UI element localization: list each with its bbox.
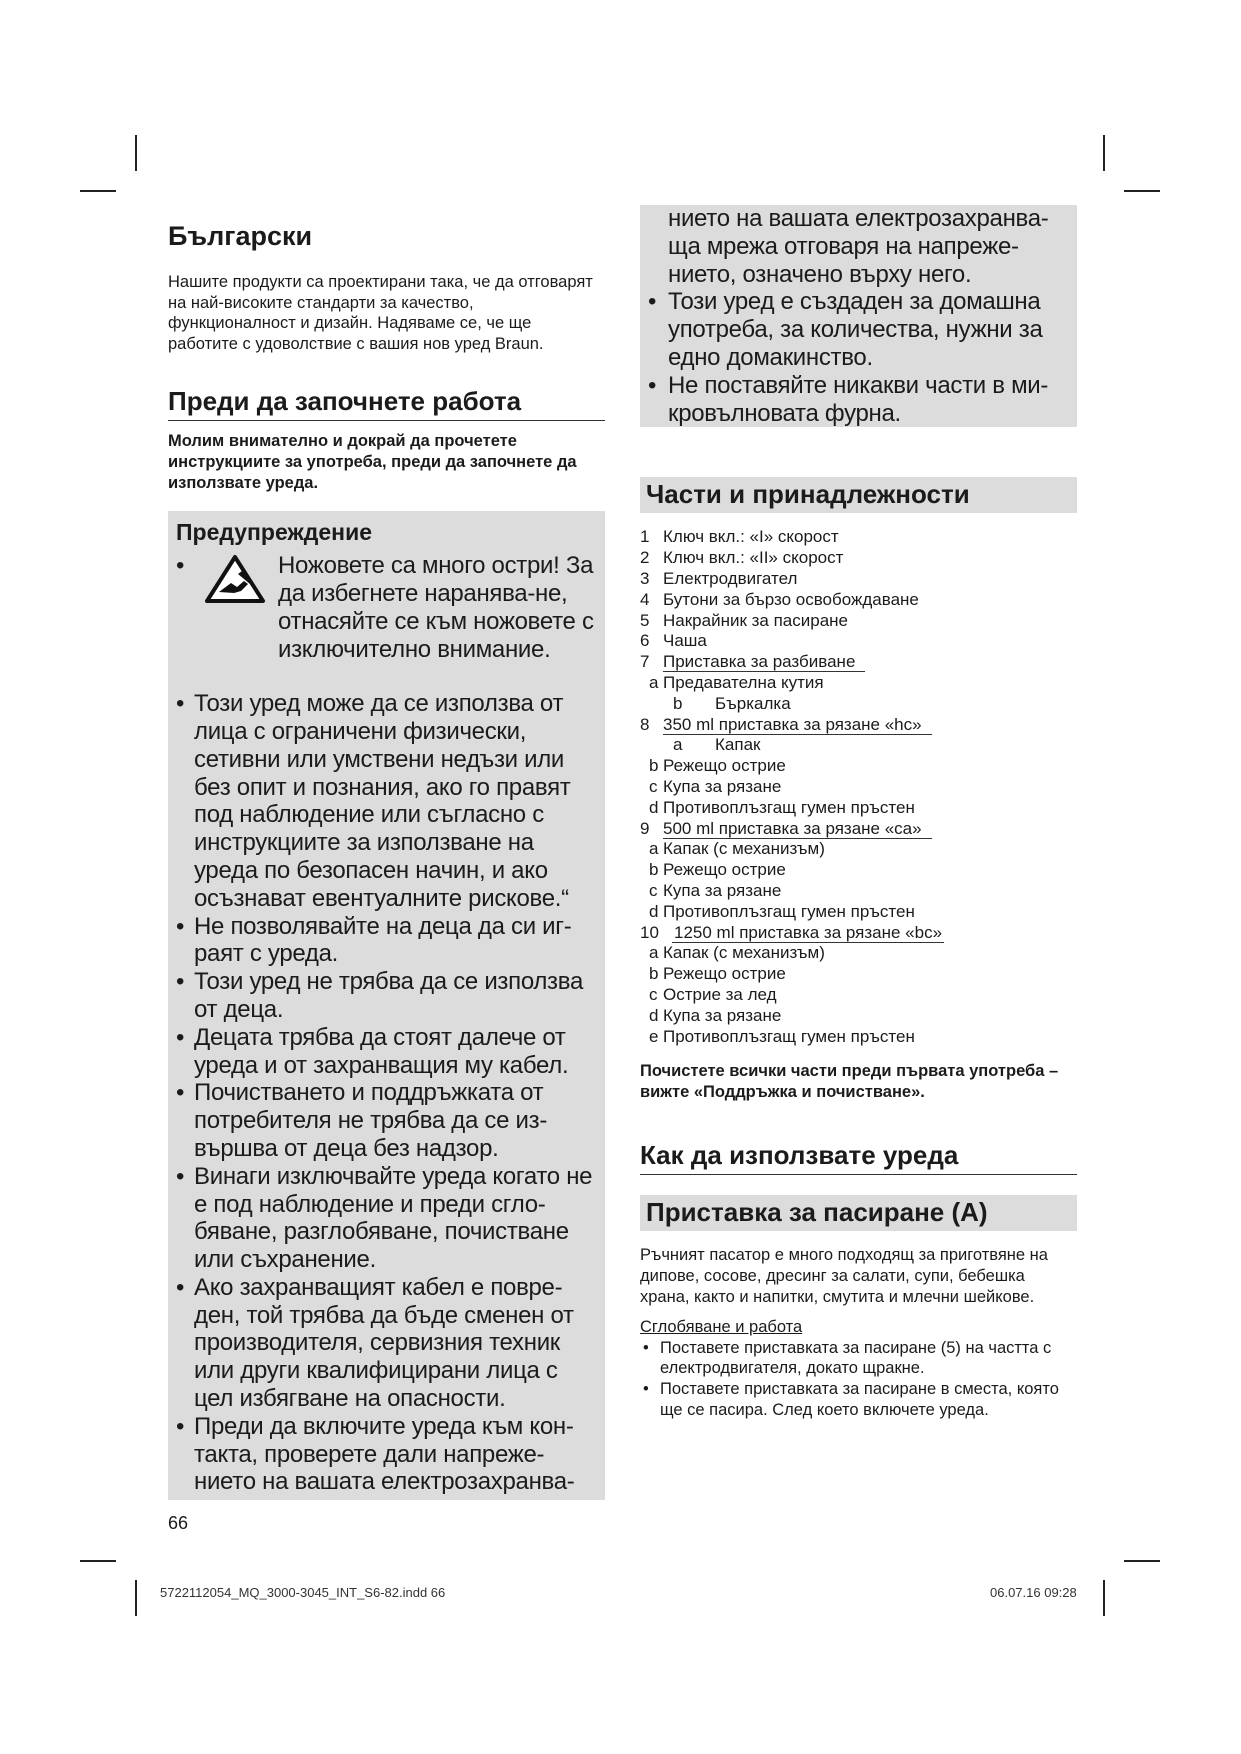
- assembly-step: • Поставете приставката за пасиране в сместа, която ще се пасира. След което включете уреда.: [640, 1379, 1077, 1420]
- parts-note: Почистете всички части преди първата употреба – вижте «Поддръжка и почистване».: [640, 1062, 1059, 1101]
- warning-continued-box: [640, 205, 1077, 427]
- crop-mark: [1124, 190, 1160, 192]
- language-title: Български: [168, 221, 313, 251]
- part-item: 7 Приставка за разбиване: [640, 652, 1077, 673]
- part-subitem: a Капак (с механизъм): [649, 839, 825, 859]
- crop-mark: [1103, 135, 1105, 171]
- warning-continuation: нието на вашата електрозахранва-ща мрежа отговаря на напреже-нието, означено върху него.: [668, 205, 1049, 288]
- warning-item: • Почистването и поддръжката от потребителя не трябва да се из-вършва от деца без надзор.: [176, 1079, 597, 1162]
- crop-mark: [1103, 1580, 1105, 1616]
- part-subitem: c Купа за рязане: [649, 880, 782, 900]
- part-subitem: c Купа за рязане: [649, 776, 782, 796]
- part-item: 8 350 ml приставка за рязане «hc»: [640, 715, 1077, 736]
- footer-file-slug: 5722112054_MQ_3000-3045_INT_S6-82.indd 66: [160, 1585, 446, 1600]
- part-subitem: b Режещо острие: [649, 860, 786, 880]
- warning-item: • Не поставяйте никакви части в ми-кровълновата фурна.: [648, 372, 1063, 428]
- assembly-title: Сглобяване и работа: [640, 1318, 803, 1337]
- crop-mark: [135, 135, 137, 171]
- part-subitem: b Режещо острие: [649, 964, 786, 984]
- part-subitem: a Предавателна кутия: [649, 672, 824, 692]
- assembly-step: • Поставете приставката за пасиране (5) на частта с електродвигателя, докато щракне.: [640, 1338, 1077, 1379]
- warning-box: [168, 511, 605, 1500]
- part-subitem: c Острие за лед: [649, 984, 777, 1004]
- footer-date-slug: 06.07.16 09:28: [990, 1585, 1077, 1600]
- before-start-heading: Преди да започнете работа: [168, 386, 605, 421]
- warning-item: • Този уред не трябва да се използва от деца.: [176, 968, 597, 1024]
- warning-heading: Предупреждение: [176, 519, 372, 546]
- warning-list: [176, 552, 597, 1496]
- part-subitem: b Бъркалка: [673, 693, 791, 713]
- part-item: 10 1250 ml приставка за рязане «bc»: [640, 922, 943, 942]
- warning-item: • Ножовете са много остри! За да избегнете наранява-не, отнасяйте се към ножовете с изключително внимание.: [176, 552, 597, 690]
- part-subitem: a Капак (с механизъм): [649, 943, 825, 963]
- warning-item: • Този уред може да се използва от лица с ограничени физически, сетивни или умствени недъзи или без опит и познания, ако го правят под наблюдение или съгласно с инструкциите за използване на уреда по безопасен начин, и ако осъзнават евентуалните рискове.“: [176, 690, 597, 912]
- part-subitem: e Противоплъзгащ гумен пръстен: [649, 1026, 915, 1046]
- crop-mark: [1124, 1560, 1160, 1562]
- warning-item: • Преди да включите уреда към кон-такта, проверете дали напреже-нието на вашата електрозахранва-: [176, 1413, 597, 1496]
- part-subitem: b Режещо острие: [649, 756, 786, 776]
- part-subitem: a Капак: [673, 735, 761, 755]
- part-subitem: d Противоплъзгащ гумен пръстен: [649, 901, 915, 921]
- how-to-use-intro: Ръчният пасатор е много подходящ за приготвяне на дипове, сосове, дресинг за салати, супи, бебешка храна, както и напитки, смутита и млечни шейкове.: [640, 1246, 1048, 1306]
- warning-item: • Този уред е създаден за домашна употреба, за количества, нужни за едно домакинство.: [648, 288, 1063, 371]
- part-item: 6 Чаша: [640, 631, 707, 651]
- part-subitem: d Купа за рязане: [649, 1005, 782, 1025]
- how-to-use-heading: Как да използвате уреда: [640, 1140, 1077, 1175]
- left-column: [168, 205, 605, 1500]
- warning-continued-list: [648, 288, 1063, 427]
- parts-list: [640, 527, 1077, 1047]
- warning-item: • Винаги изключвайте уреда когато не е под наблюдение и преди сгло-бяване, разглобяване, почистване или съхранение.: [176, 1163, 597, 1274]
- part-subitem: d Противоплъзгащ гумен пръстен: [649, 797, 915, 817]
- warning-item: • Децата трябва да стоят далече от уреда и от захранващия му кабел.: [176, 1024, 597, 1080]
- warning-item: • Ако захранващият кабел е повре-ден, той трябва да бъде сменен от производителя, сервизния техник или други квалифицирани лица с цел избягване на опасности.: [176, 1274, 597, 1413]
- part-item: 5 Накрайник за пасиране: [640, 610, 848, 630]
- crop-mark: [135, 1580, 137, 1616]
- parts-heading: Части и принадлежности: [640, 477, 1077, 513]
- page-number: 66: [168, 1513, 189, 1533]
- intro-paragraph: Нашите продукти са проектирани така, че да отговарят на най-високите стандарти за качество, функционалност и дизайн. Надяваме се, че ще работите с удоволствие с вашия нов уред Braun.: [168, 273, 593, 353]
- crop-mark: [80, 1560, 116, 1562]
- before-start-note: Молим внимателно и докрай да прочетете инструкциите за употреба, преди да започнете да използвате уреда.: [168, 432, 577, 492]
- hand-blade-hazard-icon: [204, 554, 266, 604]
- assembly-steps: [640, 1338, 1077, 1420]
- crop-mark: [80, 190, 116, 192]
- part-item: 1 Ключ вкл.: «I» скорост: [640, 527, 839, 547]
- warning-item: • Не позволявайте на деца да си иг-раят с уреда.: [176, 913, 597, 969]
- right-column: [640, 205, 1077, 1420]
- part-item: 3 Електродвигател: [640, 568, 798, 588]
- blender-attachment-heading: Приставка за пасиране (A): [640, 1195, 1077, 1231]
- part-item: 9 500 ml приставка за рязане «ca»: [640, 819, 1077, 840]
- part-item: 2 Ключ вкл.: «II» скорост: [640, 548, 844, 568]
- part-item: 4 Бутони за бързо освобождаване: [640, 589, 919, 609]
